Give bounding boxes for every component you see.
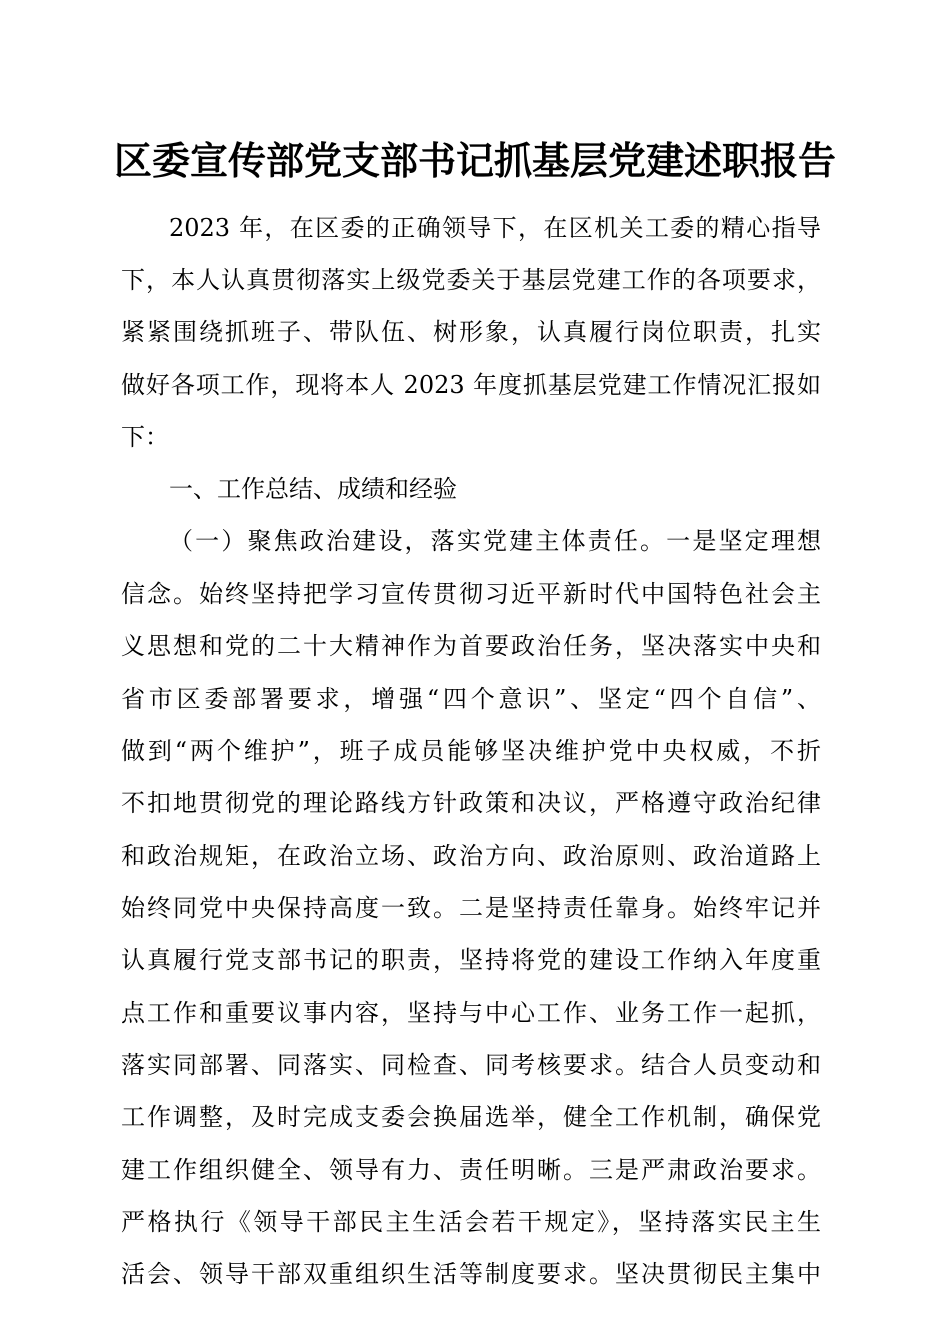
section-line: 不扣地贯彻党的理论路线方针政策和决议，严格遵守政治纪律 [121,789,821,817]
section-line: 落实同部署、同落实、同检查、同考核要求。结合人员变动和 [121,1051,821,1079]
section-line: 活会、领导干部双重组织生活等制度要求。坚决贯彻民主集中 [121,1260,821,1288]
section-line: 认真履行党支部书记的职责，坚持将党的建设工作纳入年度重 [121,946,821,974]
intro-line: 2023 年，在区委的正确领导下，在区机关工委的精心指导 [169,214,821,242]
section-line: 省市区委部署要求，增强“四个意识”、坚定“四个自信”、 [121,685,821,713]
section-line: 做到“两个维护”，班子成员能够坚决维护党中央权威，不折 [121,737,821,765]
section-line: 建工作组织健全、领导有力、责任明晰。三是严肃政治要求。 [121,1156,821,1184]
section-line: 义思想和党的二十大精神作为首要政治任务，坚决落实中央和 [121,632,821,660]
section-heading: 一、工作总结、成绩和经验 [169,475,457,503]
section-line: 信念。始终坚持把学习宣传贯彻习近平新时代中国特色社会主 [121,580,821,608]
section-line: 点工作和重要议事内容，坚持与中心工作、业务工作一起抓， [121,999,821,1027]
intro-line: 紧紧围绕抓班子、带队伍、树形象，认真履行岗位职责，扎实 [121,318,821,346]
section-line: 始终同党中央保持高度一致。二是坚持责任靠身。始终牢记并 [121,894,821,922]
intro-line: 下，本人认真贯彻落实上级党委关于基层党建工作的各项要求， [121,266,821,294]
section-line: 工作调整，及时完成支委会换届选举，健全工作机制，确保党 [121,1103,821,1131]
section-line: 和政治规矩，在政治立场、政治方向、政治原则、政治道路上 [121,842,821,870]
section-line: （一）聚焦政治建设，落实党建主体责任。一是坚定理想 [169,527,821,555]
intro-line: 做好各项工作，现将本人 2023 年度抓基层党建工作情况汇报如 [121,371,821,399]
intro-line: 下： [121,423,169,451]
document-title: 区委宣传部党支部书记抓基层党建述职报告 [113,138,836,183]
section-line: 严格执行《领导干部民主生活会若干规定》，坚持落实民主生 [121,1208,821,1236]
